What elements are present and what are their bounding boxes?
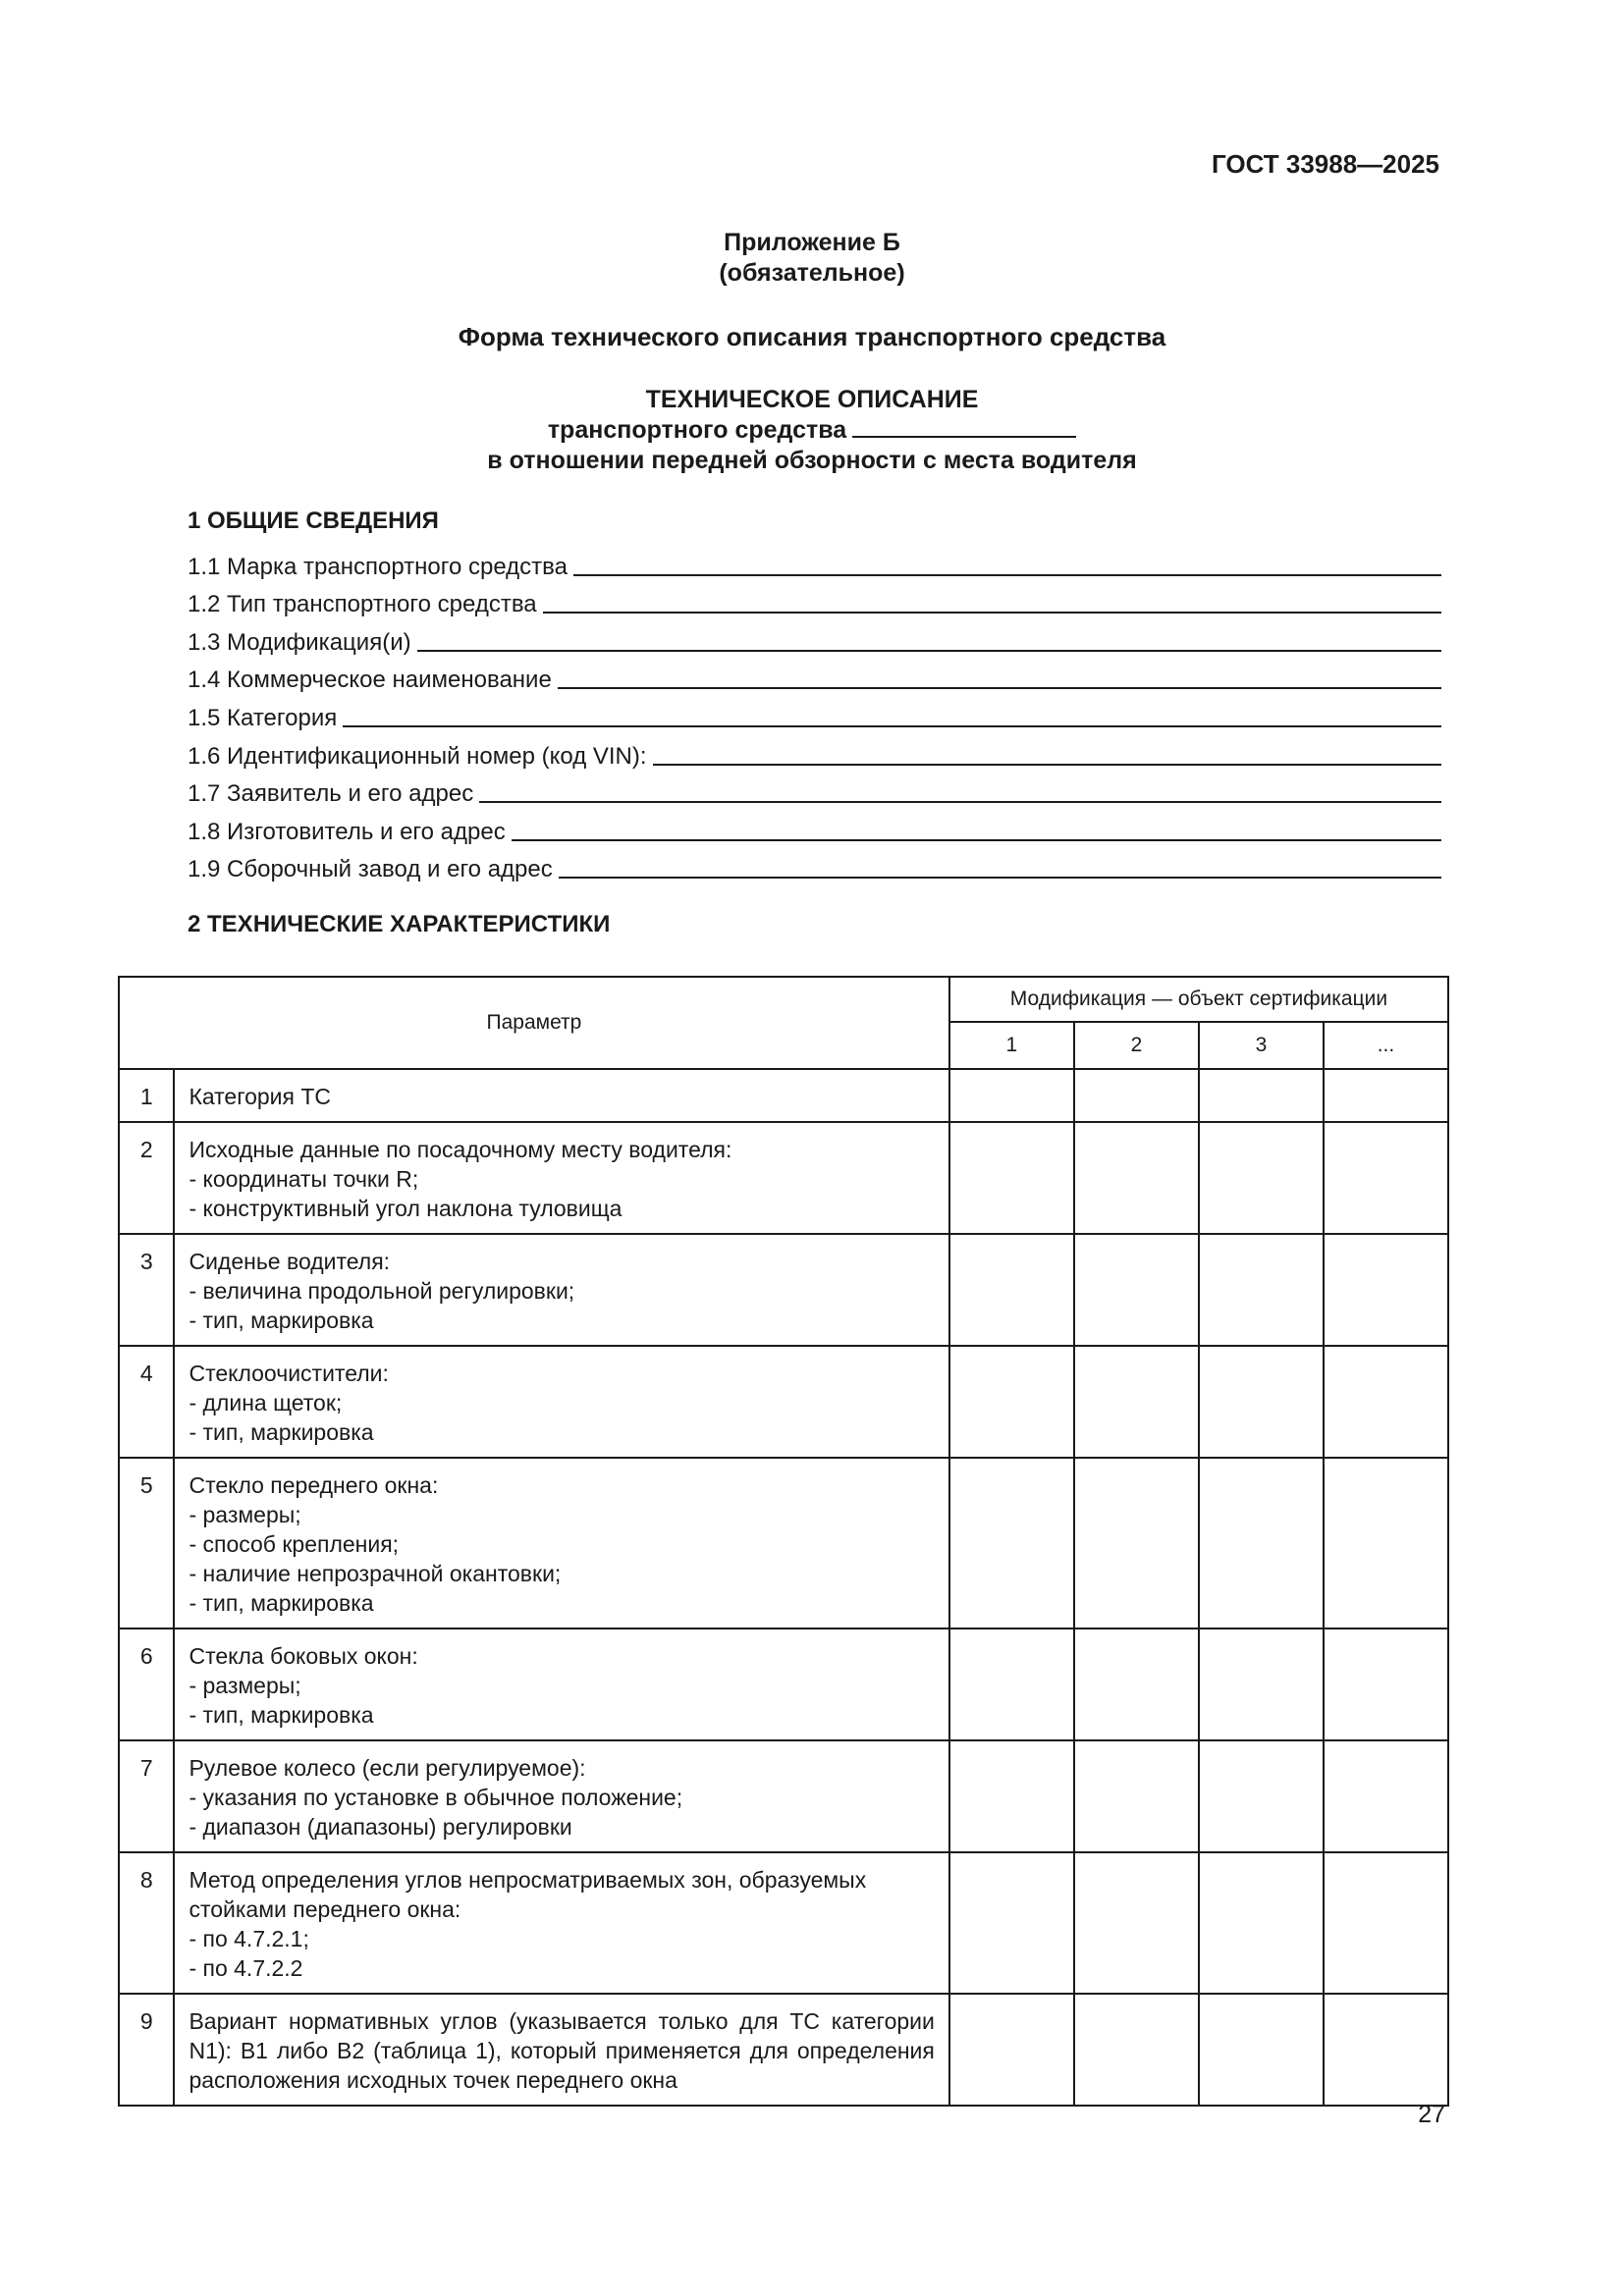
modification-value-cell[interactable] bbox=[1324, 1069, 1448, 1122]
modification-value-cell[interactable] bbox=[1074, 1994, 1199, 2106]
modification-value-cell[interactable] bbox=[949, 1234, 1074, 1346]
parameter-item: - тип, маркировка bbox=[189, 1702, 374, 1728]
row-parameter bbox=[174, 1740, 948, 1852]
modification-value-cell[interactable] bbox=[1074, 1740, 1199, 1852]
description-relation: в отношении передней обзорности с места водителя bbox=[487, 447, 1137, 474]
modification-header: Модификация — объект сертификации bbox=[949, 977, 1448, 1022]
row-number: 4 bbox=[119, 1346, 174, 1458]
row-parameter bbox=[174, 1458, 948, 1629]
modification-value-cell[interactable] bbox=[1199, 1629, 1324, 1740]
row-number: 9 bbox=[119, 1994, 174, 2106]
parameter-item: - размеры; bbox=[189, 1502, 301, 1527]
field-label: 1.4 Коммерческое наименование bbox=[188, 667, 552, 694]
row-number: 3 bbox=[119, 1234, 174, 1346]
description-vehicle-label: транспортного средства bbox=[547, 416, 847, 444]
parameter-item: - указания по установке в обычное положение; bbox=[189, 1785, 683, 1810]
general-info-fields bbox=[188, 543, 1441, 883]
modification-value-cell[interactable] bbox=[1199, 1994, 1324, 2106]
technical-characteristics-table bbox=[118, 976, 1449, 2107]
page-number: 27 bbox=[1418, 2101, 1445, 2128]
table-row bbox=[119, 1458, 1448, 1629]
parameter-item: - способ крепления; bbox=[189, 1531, 400, 1557]
section2-heading: 2 ТЕХНИЧЕСКИЕ ХАРАКТЕРИСТИКИ bbox=[188, 911, 611, 937]
description-title: ТЕХНИЧЕСКОЕ ОПИСАНИЕ bbox=[645, 386, 979, 413]
field-blank-line[interactable] bbox=[559, 877, 1441, 879]
modification-value-cell[interactable] bbox=[1324, 1740, 1448, 1852]
parameter-item: - тип, маркировка bbox=[189, 1308, 374, 1333]
parameter-title: Стекло переднего окна: bbox=[189, 1472, 439, 1498]
row-parameter bbox=[174, 1346, 948, 1458]
modification-value-cell[interactable] bbox=[1324, 1994, 1448, 2106]
row-parameter bbox=[174, 1234, 948, 1346]
annex-title: Приложение Б bbox=[724, 229, 900, 256]
modification-value-cell[interactable] bbox=[1324, 1122, 1448, 1234]
modification-value-cell[interactable] bbox=[949, 1740, 1074, 1852]
parameter-title: Исходные данные по посадочному месту водителя: bbox=[189, 1137, 732, 1162]
field-blank-line[interactable] bbox=[573, 574, 1441, 576]
modification-value-cell[interactable] bbox=[1324, 1234, 1448, 1346]
section1-heading: 1 ОБЩИЕ СВЕДЕНИЯ bbox=[188, 507, 439, 534]
parameter-title: Метод определения углов непросматриваемых зон, образуемых стойками переднего окна: bbox=[189, 1867, 867, 1922]
table-row bbox=[119, 1852, 1448, 1994]
field-assembly-plant bbox=[188, 846, 1441, 884]
parameter-title: Вариант нормативных углов (указывается только для ТС категории N1): В1 либо В2 (таблица 1), который применяется для определения расположения исходных точек переднего окна bbox=[189, 2008, 935, 2093]
modification-value-cell[interactable] bbox=[1324, 1629, 1448, 1740]
vehicle-blank-line[interactable] bbox=[852, 416, 1076, 438]
row-parameter bbox=[174, 1994, 948, 2106]
mod-column-header: 1 bbox=[949, 1022, 1074, 1069]
modification-value-cell[interactable] bbox=[1074, 1346, 1199, 1458]
modification-value-cell[interactable] bbox=[1324, 1346, 1448, 1458]
parameter-item: - конструктивный угол наклона туловища bbox=[189, 1196, 623, 1221]
field-type bbox=[188, 581, 1441, 619]
field-label: 1.5 Категория bbox=[188, 704, 338, 731]
parameter-item: - по 4.7.2.2 bbox=[189, 1955, 303, 1981]
parameter-item: - тип, маркировка bbox=[189, 1419, 374, 1445]
parameter-item: - диапазон (диапазоны) регулировки bbox=[189, 1814, 572, 1840]
field-manufacturer bbox=[188, 808, 1441, 846]
parameter-title: Категория ТС bbox=[189, 1084, 332, 1109]
modification-value-cell[interactable] bbox=[949, 1458, 1074, 1629]
modification-value-cell[interactable] bbox=[1324, 1852, 1448, 1994]
mod-column-header: 3 bbox=[1199, 1022, 1324, 1069]
row-parameter bbox=[174, 1629, 948, 1740]
field-applicant bbox=[188, 771, 1441, 809]
modification-value-cell[interactable] bbox=[1199, 1458, 1324, 1629]
field-blank-line[interactable] bbox=[653, 764, 1441, 766]
field-blank-line[interactable] bbox=[479, 801, 1441, 803]
parameter-title: Рулевое колесо (если регулируемое): bbox=[189, 1755, 586, 1781]
mod-column-header: ... bbox=[1324, 1022, 1448, 1069]
field-label: 1.6 Идентификационный номер (код VIN): bbox=[188, 742, 647, 770]
parameter-item: - длина щеток; bbox=[189, 1390, 343, 1415]
field-blank-line[interactable] bbox=[558, 687, 1441, 689]
field-label: 1.7 Заявитель и его адрес bbox=[188, 780, 474, 808]
mod-column-header: 2 bbox=[1074, 1022, 1199, 1069]
parameter-item: - величина продольной регулировки; bbox=[189, 1278, 575, 1304]
modification-value-cell[interactable] bbox=[1199, 1346, 1324, 1458]
param-header: Параметр bbox=[119, 977, 949, 1069]
modification-value-cell[interactable] bbox=[1199, 1069, 1324, 1122]
parameter-item: - наличие непрозрачной окантовки; bbox=[189, 1561, 562, 1586]
field-label: 1.1 Марка транспортного средства bbox=[188, 553, 568, 580]
description-heading bbox=[0, 385, 1624, 476]
parameter-item: - координаты точки R; bbox=[189, 1166, 419, 1192]
parameter-item: - тип, маркировка bbox=[189, 1590, 374, 1616]
field-label: 1.9 Сборочный завод и его адрес bbox=[188, 856, 553, 883]
field-blank-line[interactable] bbox=[512, 839, 1441, 841]
modification-value-cell[interactable] bbox=[949, 1122, 1074, 1234]
table-row bbox=[119, 1122, 1448, 1234]
modification-value-cell[interactable] bbox=[1074, 1852, 1199, 1994]
parameter-title: Стеклоочистители: bbox=[189, 1361, 389, 1386]
field-brand bbox=[188, 543, 1441, 581]
table-row bbox=[119, 1346, 1448, 1458]
standard-code: ГОСТ 33988—2025 bbox=[1212, 149, 1439, 179]
table-row bbox=[119, 1740, 1448, 1852]
field-vin bbox=[188, 732, 1441, 771]
parameter-title: Стекла боковых окон: bbox=[189, 1643, 418, 1669]
row-number: 7 bbox=[119, 1740, 174, 1852]
modification-value-cell[interactable] bbox=[1324, 1458, 1448, 1629]
modification-value-cell[interactable] bbox=[949, 1629, 1074, 1740]
modification-value-cell[interactable] bbox=[1199, 1122, 1324, 1234]
row-parameter bbox=[174, 1852, 948, 1994]
modification-value-cell[interactable] bbox=[1074, 1122, 1199, 1234]
modification-value-cell[interactable] bbox=[949, 1069, 1074, 1122]
field-label: 1.3 Модификация(и) bbox=[188, 628, 411, 656]
table-row bbox=[119, 1994, 1448, 2106]
description-vehicle-line bbox=[0, 415, 1624, 446]
form-title: Форма технического описания транспортного средства bbox=[458, 322, 1166, 351]
field-blank-line[interactable] bbox=[343, 725, 1441, 727]
modification-value-cell[interactable] bbox=[949, 1994, 1074, 2106]
row-number: 1 bbox=[119, 1069, 174, 1122]
modification-value-cell[interactable] bbox=[1074, 1458, 1199, 1629]
modification-value-cell[interactable] bbox=[949, 1852, 1074, 1994]
modification-value-cell[interactable] bbox=[1074, 1629, 1199, 1740]
row-number: 6 bbox=[119, 1629, 174, 1740]
row-parameter bbox=[174, 1122, 948, 1234]
annex-heading bbox=[0, 228, 1624, 289]
modification-value-cell[interactable] bbox=[949, 1346, 1074, 1458]
modification-value-cell[interactable] bbox=[1199, 1234, 1324, 1346]
table-row bbox=[119, 1069, 1448, 1122]
parameter-item: - размеры; bbox=[189, 1673, 301, 1698]
row-number: 2 bbox=[119, 1122, 174, 1234]
modification-value-cell[interactable] bbox=[1074, 1234, 1199, 1346]
field-label: 1.8 Изготовитель и его адрес bbox=[188, 818, 506, 845]
modification-value-cell[interactable] bbox=[1199, 1740, 1324, 1852]
field-commercial-name bbox=[188, 657, 1441, 695]
parameter-item: - по 4.7.2.1; bbox=[189, 1926, 309, 1951]
field-modification bbox=[188, 618, 1441, 657]
parameter-title: Сиденье водителя: bbox=[189, 1249, 391, 1274]
table-body bbox=[119, 1069, 1448, 2106]
field-blank-line[interactable] bbox=[543, 612, 1441, 614]
modification-value-cell[interactable] bbox=[1199, 1852, 1324, 1994]
annex-status: (обязательное) bbox=[719, 259, 905, 287]
row-parameter bbox=[174, 1069, 948, 1122]
field-label: 1.2 Тип транспортного средства bbox=[188, 591, 537, 618]
table-row bbox=[119, 1234, 1448, 1346]
row-number: 8 bbox=[119, 1852, 174, 1994]
table-row bbox=[119, 1629, 1448, 1740]
field-category bbox=[188, 694, 1441, 732]
modification-value-cell[interactable] bbox=[1074, 1069, 1199, 1122]
field-blank-line[interactable] bbox=[417, 650, 1441, 652]
row-number: 5 bbox=[119, 1458, 174, 1629]
